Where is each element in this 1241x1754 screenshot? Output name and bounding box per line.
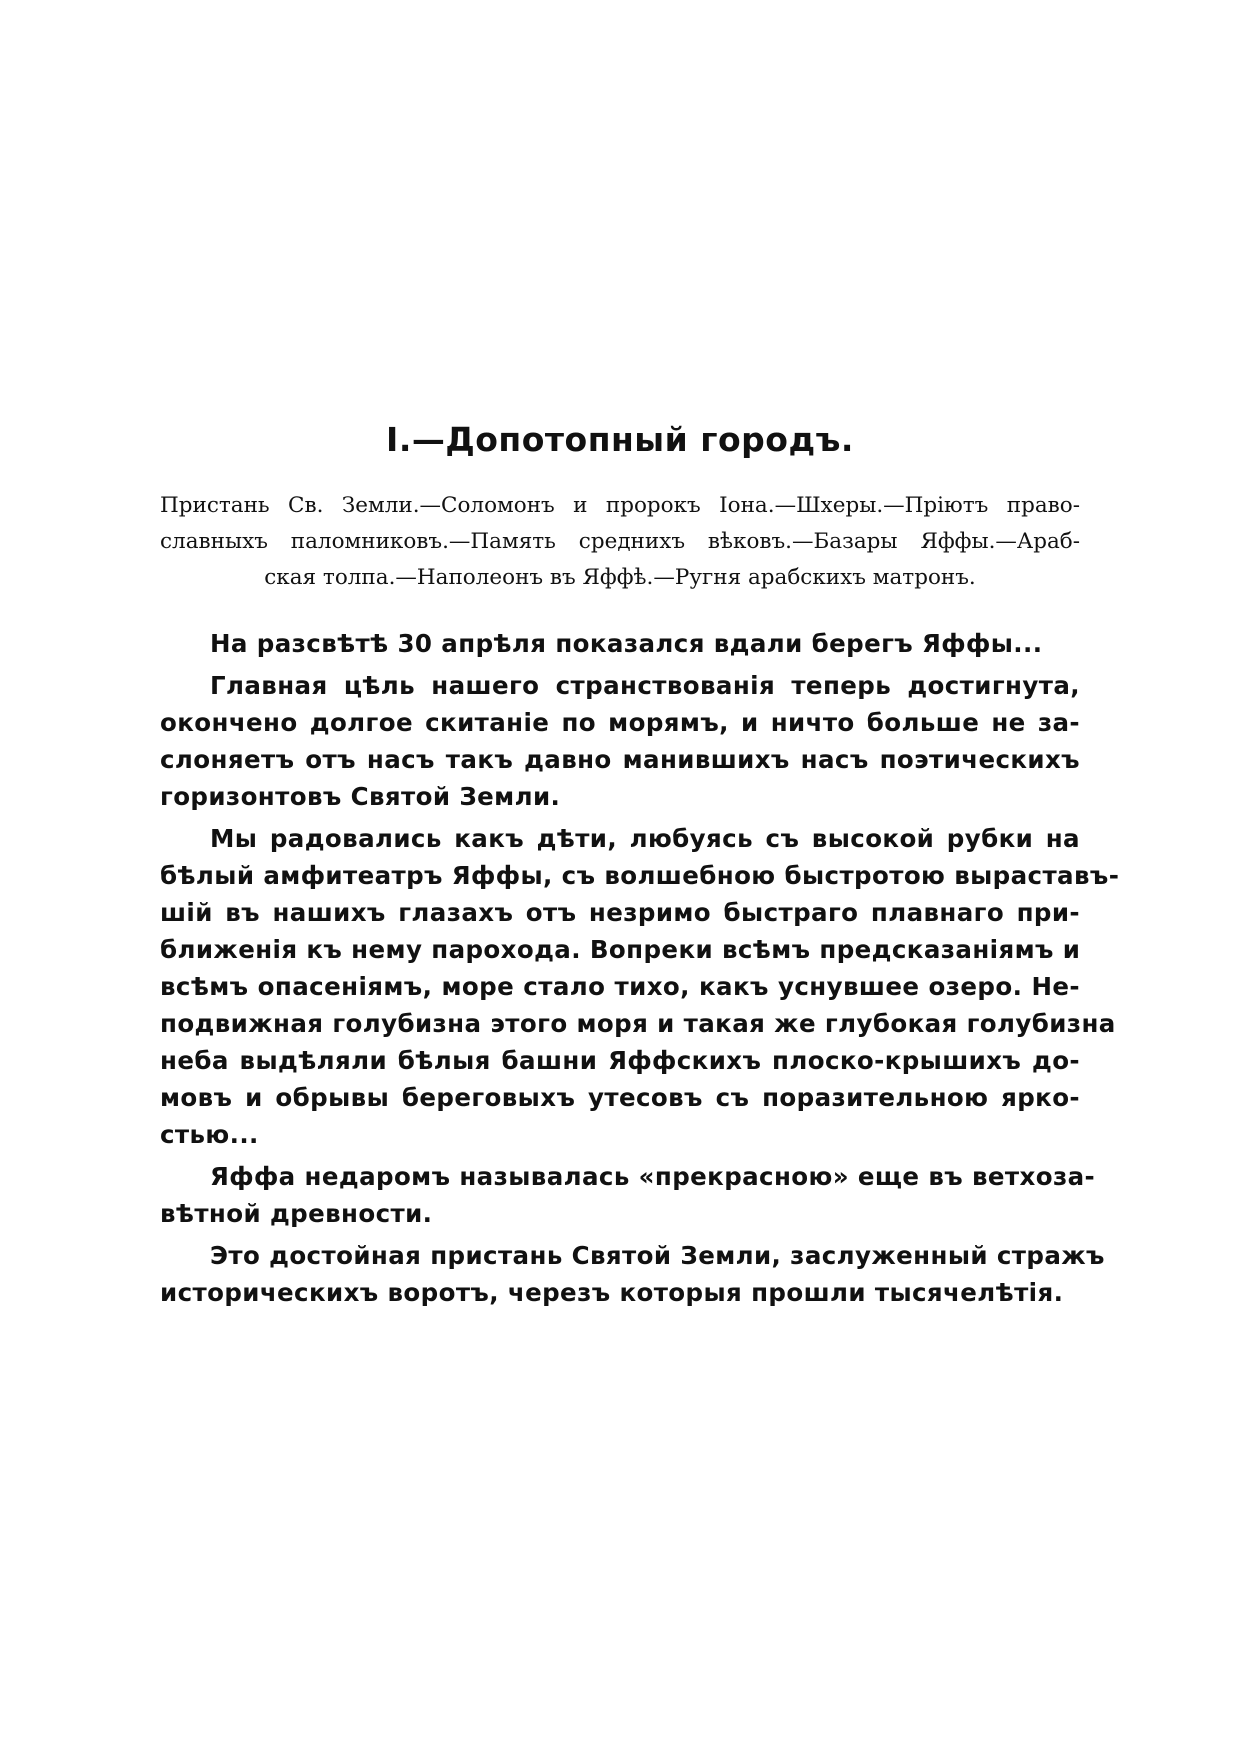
text-line: Главная цѣль нашего странствованiя теперь достигнута,: [210, 671, 1080, 700]
text-line: Это достойная пристань Святой Земли, заслуженный стражъ: [210, 1241, 1105, 1270]
text-line: слоняетъ отъ насъ такъ давно манившихъ насъ поэтическихъ: [160, 745, 1080, 774]
paragraph: [160, 820, 1120, 1153]
chapter-summary: [160, 488, 1080, 596]
summary-line: славныхъ паломниковъ.—Память среднихъ вѣковъ.—Базары Яффы.—Араб-: [160, 529, 1080, 554]
text-line: историческихъ воротъ, черезъ которыя прошли тысячелѣтiя.: [160, 1278, 1064, 1307]
text-line: стью...: [160, 1120, 259, 1149]
text-line: Мы радовались какъ дѣти, любуясь съ высокой рубки на: [210, 824, 1080, 853]
paragraph: [160, 1237, 1105, 1311]
summary-line: ская толпа.—Наполеонъ въ Яффѣ.—Ругня арабскихъ матронъ.: [264, 565, 976, 590]
text-line: вѣтной древности.: [160, 1199, 433, 1228]
text-line: горизонтовъ Святой Земли.: [160, 782, 561, 811]
body-text: [160, 625, 1120, 1316]
text-line: шiй въ нашихъ глазахъ отъ незримо быстраго плавнаго при-: [160, 898, 1080, 927]
chapter-title: I.—Допотопный городъ.: [386, 420, 854, 459]
text-line: На разсвѣтѣ 30 апрѣля показался вдали берегъ Яффы...: [210, 629, 1043, 658]
summary-line: Пристань Св. Земли.—Соломонъ и пророкъ Iона.—Шхеры.—Прiютъ право-: [160, 493, 1080, 518]
text-line: подвижная голубизна этого моря и такая же глубокая голубизна: [160, 1009, 1116, 1038]
text-line: ближенiя къ нему парохода. Вопреки всѣмъ предсказанiямъ и: [160, 935, 1081, 964]
text-line: неба выдѣляли бѣлыя башни Яффскихъ плоско-крышихъ до-: [160, 1046, 1080, 1075]
paragraph: [160, 1158, 1096, 1232]
text-line: Яффа недаромъ называлась «прекрасною» еще въ ветхоза-: [210, 1162, 1096, 1191]
text-line: мовъ и обрывы береговыхъ утесовъ съ поразительною ярко-: [160, 1083, 1080, 1112]
text-line: окончено долгое скитанiе по морямъ, и ничто больше не за-: [160, 708, 1080, 737]
paragraph: [160, 667, 1080, 815]
text-line: всѣмъ опасенiямъ, море стало тихо, какъ уснувшее озеро. Не-: [160, 972, 1080, 1001]
text-line: бѣлый амфитеатръ Яффы, съ волшебною быстротою выраставъ-: [160, 861, 1120, 890]
paragraph: [160, 625, 1080, 662]
